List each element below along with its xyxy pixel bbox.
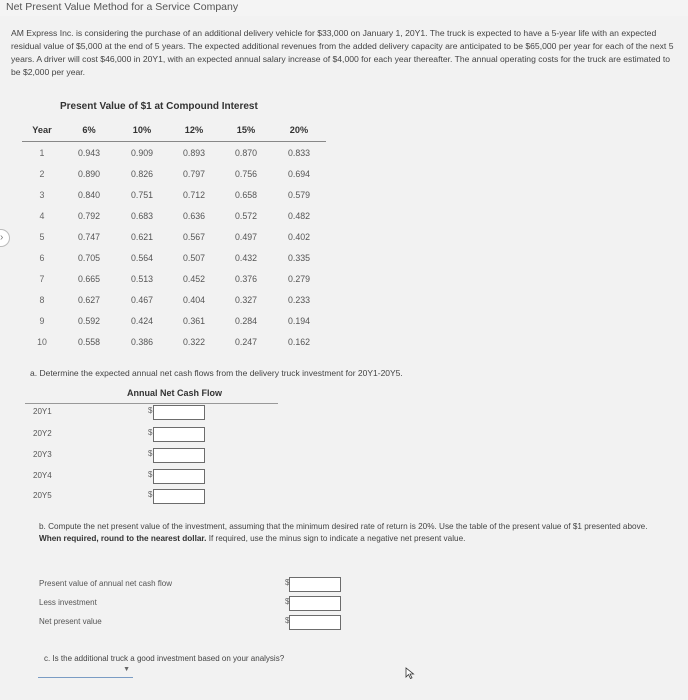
table-cell: 0.792 [77,210,100,221]
table-cell: 0.751 [130,189,153,200]
table-cell: 0.327 [234,294,257,305]
table-cell: 0.840 [77,189,100,200]
table-cell: 0.658 [234,189,257,200]
table-cell: 0.376 [234,273,257,284]
table-cell: 5 [39,231,45,242]
question-b-note: If required, use the minus sign to indicate a negative net present value. [208,534,466,543]
table-cell: 4 [39,210,45,221]
currency-symbol: $ [285,597,290,606]
column-header: 20% [272,119,326,142]
present-value-table [22,119,326,352]
table-cell: 0.592 [77,315,100,326]
table-cell: 0.683 [130,210,153,221]
year-label-20y4: 20Y4 [33,471,52,480]
table-cell: 0.386 [130,336,153,347]
table-row [22,163,326,184]
column-header: 12% [168,119,220,142]
annual-net-cash-flow-header: Annual Net Cash Flow [127,388,223,398]
cash-flow-input-20y5[interactable] [153,489,205,504]
currency-symbol: $ [148,428,153,437]
question-b-text: b. Compute the net present value of the investment, assuming that the minimum desired rate of return is 20%. Use the table of the present value of $1 presented above. [39,522,648,531]
net-present-value-input[interactable] [289,615,341,630]
table-cell: 0.247 [234,336,257,347]
page-header [0,0,688,17]
table-cell: 0.567 [182,231,205,242]
table-cell: 0.335 [287,252,310,263]
table-cell: 0.513 [130,273,153,284]
table-cell: 9 [39,315,45,326]
cash-flow-input-20y3[interactable] [153,448,205,463]
table-cell: 0.162 [287,336,310,347]
cash-flow-input-20y1[interactable] [153,405,205,420]
net-present-value-label: Net present value [39,617,102,626]
table-cell: 0.404 [182,294,205,305]
cash-flow-input-20y4[interactable] [153,469,205,484]
table-cell: 7 [39,273,45,284]
table-cell: 0.636 [182,210,205,221]
pv-annual-cash-flow-input[interactable] [289,577,341,592]
table-cell: 0.712 [182,189,205,200]
column-header: 15% [220,119,272,142]
header-divider [25,403,278,404]
table-cell: 0.482 [287,210,310,221]
column-header: 10% [116,119,168,142]
pv-annual-cash-flow-label: Present value of annual net cash flow [39,579,172,588]
table-cell: 0.467 [130,294,153,305]
chevron-down-icon: ▼ [123,666,130,673]
currency-symbol: $ [148,449,153,458]
question-c: c. Is the additional truck a good investment based on your analysis? [44,654,285,663]
currency-symbol: $ [148,490,153,499]
table-cell: 0.893 [182,147,205,158]
year-label-20y3: 20Y3 [33,450,52,459]
table-row [22,331,326,352]
less-investment-label: Less investment [39,598,97,607]
year-label-20y1: 20Y1 [33,407,52,416]
column-header: Year [22,119,62,142]
table-cell: 0.627 [77,294,100,305]
table-header-row [22,119,326,142]
table-cell: 0.870 [234,147,257,158]
good-investment-select[interactable] [38,667,133,678]
table-cell: 0.507 [182,252,205,263]
pv-table-title: Present Value of $1 at Compound Interest [60,101,258,112]
page-title: Net Present Value Method for a Service Company [6,1,239,13]
year-label-20y5: 20Y5 [33,491,52,500]
less-investment-input[interactable] [289,596,341,611]
table-cell: 2 [39,168,45,179]
table-cell: 3 [39,189,45,200]
table-row [22,289,326,310]
table-cell: 0.564 [130,252,153,263]
table-cell: 0.284 [234,315,257,326]
table-cell: 0.943 [77,147,100,158]
table-cell: 0.890 [77,168,100,179]
table-row [22,268,326,289]
table-cell: 0.361 [182,315,205,326]
table-row [22,184,326,205]
currency-symbol: $ [285,616,290,625]
table-row [22,142,326,164]
question-b [39,521,659,545]
table-cell: 0.833 [287,147,310,158]
cash-flow-input-20y2[interactable] [153,427,205,442]
table-cell: 1 [39,147,45,158]
table-row [22,205,326,226]
table-cell: 0.402 [287,231,310,242]
table-cell: 0.322 [182,336,205,347]
question-b-emphasis: When required, round to the nearest dollar. [39,534,207,543]
table-cell: 0.826 [130,168,153,179]
table-cell: 0.705 [77,252,100,263]
table-cell: 0.572 [234,210,257,221]
table-cell: 0.579 [287,189,310,200]
table-cell: 0.279 [287,273,310,284]
table-cell: 0.432 [234,252,257,263]
table-cell: 0.797 [182,168,205,179]
currency-symbol: $ [285,578,290,587]
pointer-cursor-icon [405,666,415,684]
table-cell: 0.452 [182,273,205,284]
table-cell: 10 [37,336,47,347]
table-cell: 0.747 [77,231,100,242]
table-cell: 0.665 [77,273,100,284]
table-cell: 0.424 [130,315,153,326]
year-label-20y2: 20Y2 [33,429,52,438]
table-cell: 6 [39,252,45,263]
table-cell: 0.233 [287,294,310,305]
table-row [22,310,326,331]
table-cell: 0.694 [287,168,310,179]
table-cell: 0.621 [130,231,153,242]
table-cell: 8 [39,294,45,305]
table-row [22,226,326,247]
table-cell: 0.558 [77,336,100,347]
table-row [22,247,326,268]
problem-card [0,16,688,700]
table-cell: 0.756 [234,168,257,179]
problem-description: AM Express Inc. is considering the purchase of an additional delivery vehicle for $33,000 on January 1, 20Y1. The truck is expected to have a 5-year life with an expected residual value of $5,000 at the end of 5 years. The expected additional revenues from the added delivery capacity are anticipated to be $65,000 per year for each of the next 5 years. A driver will cost $46,000 in 20Y1, with an expected annual salary increase of $4,000 for each year thereafter. The annual operating costs for the truck are estimated to be $2,000 per year. [11,28,674,77]
question-a: a. Determine the expected annual net cash flows from the delivery truck investment for 20Y1-20Y5. [30,368,403,378]
table-cell: 0.194 [287,315,310,326]
collapse-toggle[interactable] [0,229,10,247]
currency-symbol: $ [148,470,153,479]
table-cell: 0.909 [130,147,153,158]
table-cell: 0.497 [234,231,257,242]
column-header: 6% [62,119,116,142]
chevron-right-icon: › [0,232,4,243]
currency-symbol: $ [148,406,153,415]
